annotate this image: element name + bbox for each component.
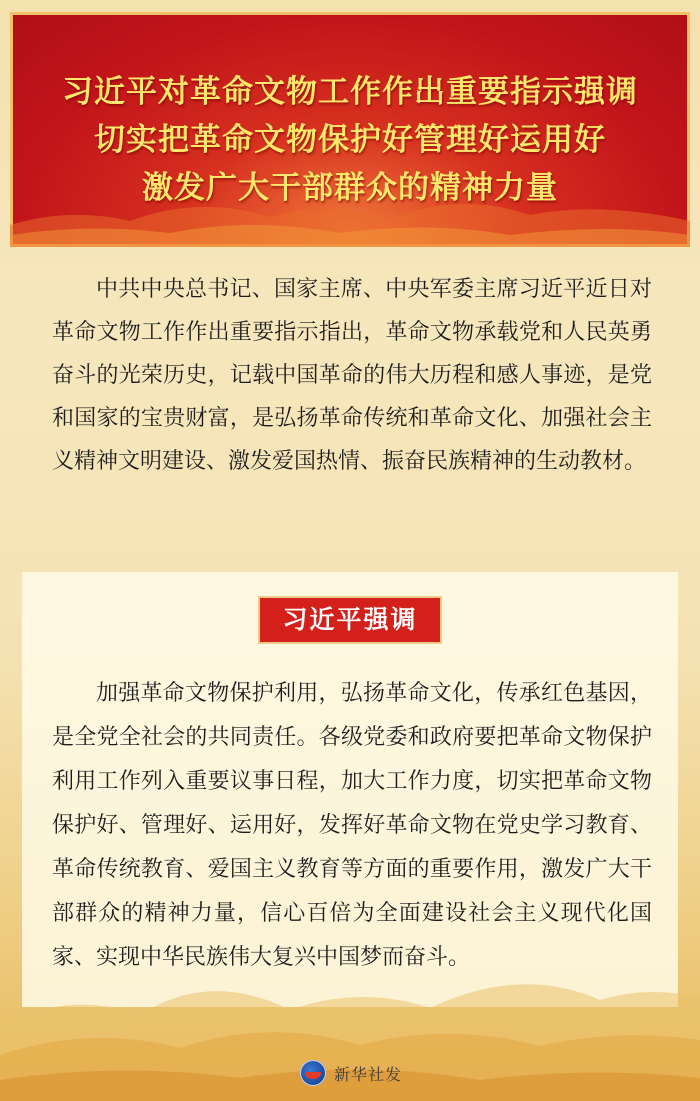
title-line-2: 切实把革命文物保护好管理好运用好 [94, 122, 606, 158]
xinhua-globe-icon [300, 1060, 326, 1086]
section-badge: 习近平强调 [258, 596, 442, 644]
intro-paragraph: 中共中央总书记、国家主席、中央军委主席习近平近日对革命文物工作作出重要指示指出，革命文物承载党和人民英勇奋斗的光荣历史，记载中国革命的伟大历程和感人事迹，是党和国家的宝贵财富，是弘扬革命传统和革命文化、加强社会主义精神文明建设、激发爱国热情、振奋民族精神的生动教材。 [52, 277, 652, 474]
title-line-1: 习近平对革命文物工作作出重要指示强调 [62, 74, 638, 110]
quote-paragraph: 加强革命文物保护利用，弘扬革命文化，传承红色基因，是全党全社会的共同责任。各级党委和政府要把革命文物保护利用工作列入重要议事日程，加大工作力度，切实把革命文物保护好、管理好、运用好，发挥好革命文物在党史学习教育、革命传统教育、爱国主义教育等方面的重要作用，激发广大干部群众的精神力量，信心百倍为全面建设社会主义现代化国家、实现中华民族伟大复兴中国梦而奋斗。 [52, 681, 652, 970]
header-banner [10, 12, 690, 247]
source-label: 新华社发 [334, 1064, 403, 1084]
title-line-3: 激发广大干部群众的精神力量 [142, 170, 558, 206]
page-title [10, 68, 690, 212]
footer-credit [300, 1058, 402, 1088]
